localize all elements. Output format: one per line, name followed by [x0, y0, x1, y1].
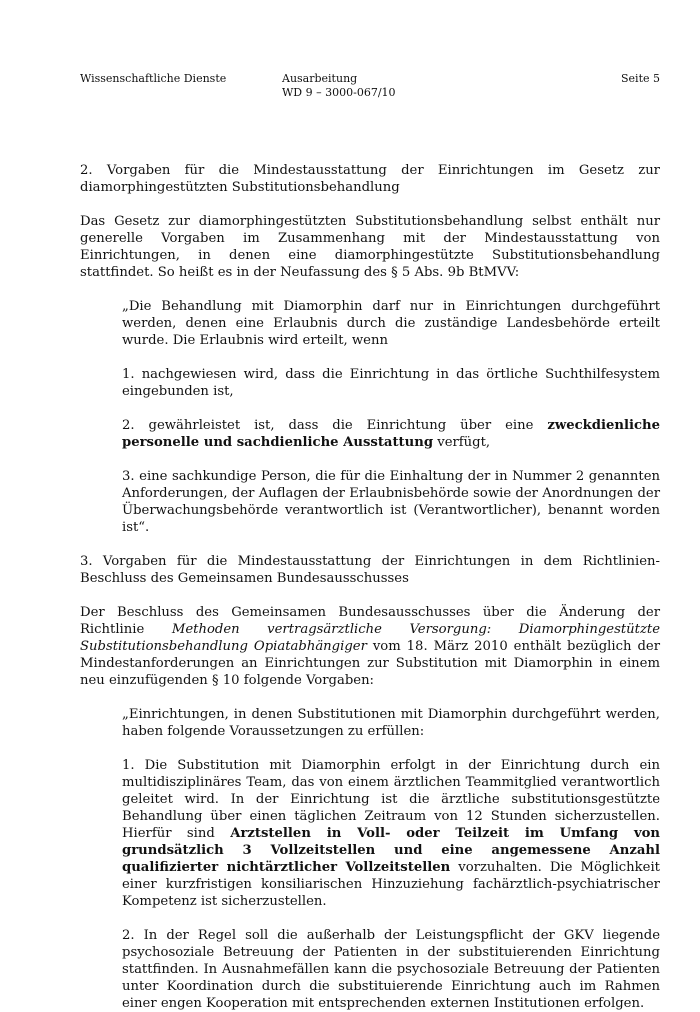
section-3-quote — [122, 706, 660, 1012]
header-page-number: Seite 5 — [621, 72, 660, 85]
page-header — [80, 72, 660, 112]
section-3-item-1-text: 1. Die Substitution mit Diamorphin erfolgt in der Einrichtung durch ein multidisziplinäres Team, das von einem ärztlichen Teammitglied verantwortlich geleitet wird. In der Einrichtung ist die ärztliche substitutionsgestützte Behandlung über einen täglichen Zeitraum von 12 Stunden sicherzustellen. Hierfür sind — [122, 758, 660, 841]
section-2-item-2-text: 2. gewährleistet ist, dass die Einrichtung über eine — [122, 418, 548, 433]
header-department: Wissenschaftliche Dienste — [80, 72, 227, 85]
section-3-intro — [80, 604, 660, 689]
header-doc-label: Ausarbeitung — [282, 72, 358, 85]
section-3-quote-intro: „Einrichtungen, in denen Substitutionen mit Diamorphin durchgeführt werden, haben folgende Voraussetzungen zu erfüllen: — [122, 707, 660, 739]
section-2-item-2 — [122, 417, 660, 451]
section-2-item-2-emphasis: zweckdienliche personelle und sachdienliche Ausstattung — [122, 418, 660, 450]
section-3-item-1-emphasis: Arztstellen in Voll- oder Teilzeit im Umfang von grundsätzlich 3 Vollzeitstellen und eine angemessene Anzahl qualifizierter nichtärztlicher Vollzeitstellen — [122, 826, 661, 875]
section-2-quote — [122, 298, 660, 536]
section-3-intro-text: Der Beschluss des Gemeinsamen Bundesausschusses über die Änderung der Richtlinie — [80, 605, 660, 637]
section-2-quote-intro: „Die Behandlung mit Diamorphin darf nur in Einrichtungen durchgeführt werden, denen eine Erlaubnis durch die zuständige Landesbehörde erteilt wurde. Die Erlaubnis wird erteilt, wenn — [122, 299, 660, 348]
section-2-heading: 2. Vorgaben für die Mindestausstattung der Einrichtungen im Gesetz zur diamorphingestützten Substitutionsbehandlung — [80, 163, 660, 195]
header-document-type — [282, 72, 396, 100]
document-body — [80, 162, 660, 1012]
section-2-intro: Das Gesetz zur diamorphingestützten Substitutionsbehandlung selbst enthält nur generelle Vorgaben im Zusammenhang mit der Mindestausstattung von Einrichtungen, in denen eine diamorphingestützte Substitutionsbehandlung stattfindet. So heißt es in der Neufassung des § 5 Abs. 9b BtMVV: — [80, 214, 660, 280]
section-3-item-1-tail: vorzuhalten. Die Möglichkeit einer kurzfristigen konsiliarischen Hinzuziehung fachärztlich-psychiatrischer Kompetenz ist sicherzustellen. — [122, 860, 660, 909]
section-3-heading: 3. Vorgaben für die Mindestausstattung der Einrichtungen in dem Richtlinien-Beschluss des Gemeinsamen Bundesausschusses — [80, 554, 660, 586]
section-3-item-1 — [122, 757, 660, 910]
section-2-item-2-tail: verfügt, — [433, 435, 491, 450]
section-3-guideline-title: Methoden vertragsärztliche Versorgung: Diamorphingestützte Substitutionsbehandlung Opiatabhängiger — [80, 622, 661, 654]
section-2-item-1: 1. nachgewiesen wird, dass die Einrichtung in das örtliche Suchthilfesystem eingebunden ist, — [122, 367, 660, 399]
section-2-item-3: 3. eine sachkundige Person, die für die Einhaltung der in Nummer 2 genannten Anforderungen, der Auflagen der Erlaubnisbehörde sowie der Anordnungen der Überwachungsbehörde verantwortlich ist (Verantwortlicher), benannt worden ist“. — [122, 469, 660, 535]
header-doc-number: WD 9 – 3000-067/10 — [282, 86, 396, 99]
section-3-intro-tail: vom 18. März 2010 enthält bezüglich der Mindestanforderungen an Einrichtungen zur Substitution mit Diamorphin in einem neu einzufügenden § 10 folgende Vorgaben: — [80, 639, 660, 688]
section-3-item-2: 2. In der Regel soll die außerhalb der Leistungspflicht der GKV liegende psychosoziale Betreuung der Patienten in der substituierenden Einrichtung stattfinden. In Ausnahmefällen kann die psychosoziale Betreuung der Patienten unter Koordination durch die substituierende Einrichtung auch im Rahmen einer engen Kooperation mit entsprechenden externen Institutionen erfolgen. — [122, 928, 660, 1011]
